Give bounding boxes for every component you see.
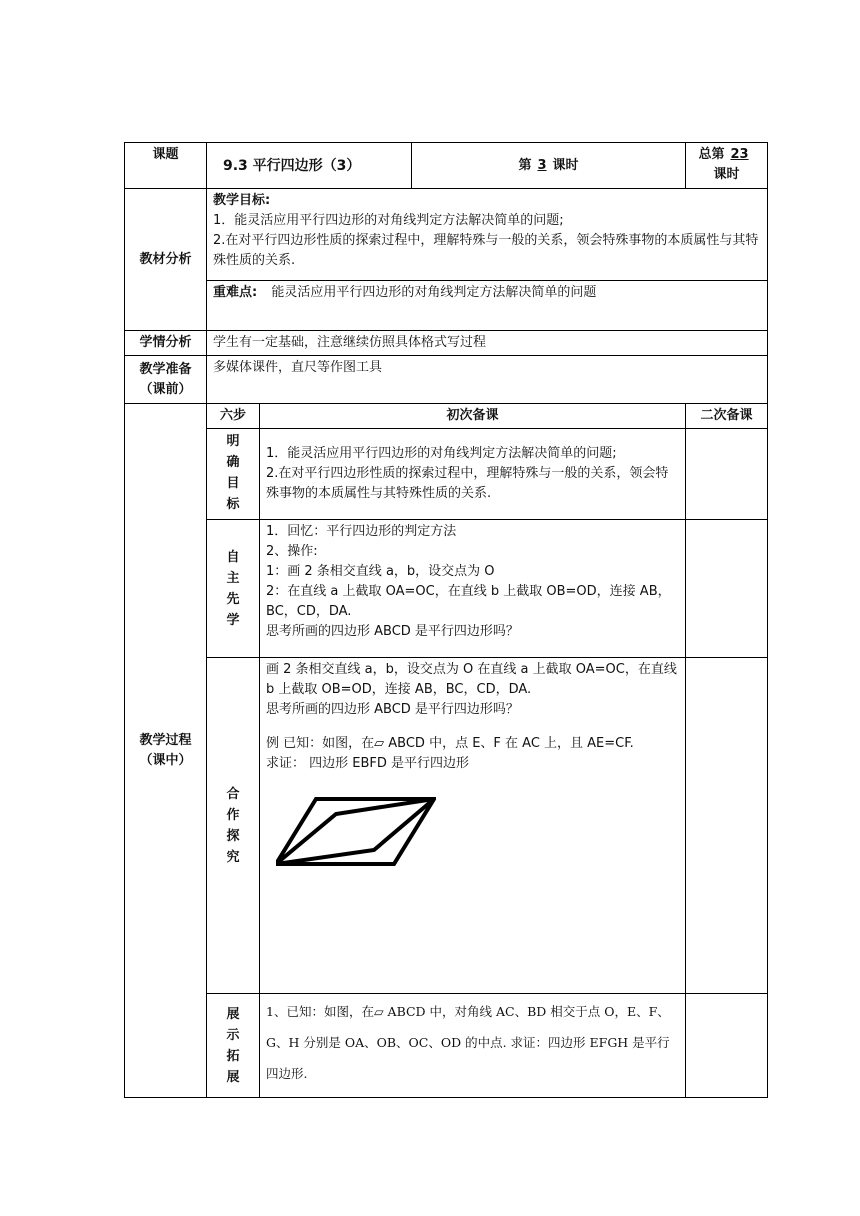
process-label [125, 404, 207, 1098]
analysis-key-row [125, 281, 768, 331]
step-char: 展 [226, 1069, 240, 1085]
second-prep-cell [686, 429, 768, 520]
prep-label-1: 教学准备 [139, 361, 192, 377]
step-content-extend: 1、已知：如图，在▱ ABCD 中，对角线 AC、BD 相交于点 O，E、F、G、H 分别是 OA、OB、OC、OD 的中点. 求证：四边形 EFGH 是平行四边形. [260, 994, 686, 1098]
key-label: 重难点: [213, 285, 258, 300]
second-prep-cell [686, 658, 768, 994]
step-line: 1．回忆：平行四边形的判定方法 [266, 524, 457, 539]
topic-label: 课题 [125, 143, 207, 189]
step-line: 2.在对平行四边形性质的探索过程中，理解特殊与一般的关系，领会特殊事物的本质属性与其特殊性质的关系. [266, 466, 669, 501]
header-row [125, 143, 768, 189]
step-char: 作 [226, 807, 240, 823]
process-header-row [125, 404, 768, 429]
step-line: 思考所画的四边形 ABCD 是平行四边形吗？ [266, 702, 519, 717]
key-text: 能灵活应用平行四边形的对角线判定方法解决简单的问题 [271, 285, 597, 300]
prove-line: 求证： 四边形 EBFD 是平行四边形 [266, 756, 470, 771]
step-char: 明 [226, 434, 240, 449]
analysis-goals [207, 189, 768, 281]
step-line: 1：画 2 条相交直线 a，b，设交点为 O [266, 564, 495, 579]
goals-title: 教学目标: [213, 193, 271, 208]
total-lesson [686, 143, 768, 189]
step-char: 确 [226, 455, 240, 470]
total-num: 23 [730, 147, 749, 162]
inner-path-lower [276, 799, 434, 864]
step-char: 拓 [226, 1048, 240, 1064]
lesson-prefix: 第 [518, 157, 532, 173]
step-name-selfstudy [207, 520, 260, 658]
analysis-label: 教材分析 [125, 189, 207, 331]
prep-row [125, 356, 768, 404]
process-label-2: （课中） [139, 752, 192, 768]
example-line: 例 已知：如图，在▱ ABCD 中，点 E、F 在 AC 上，且 AE=CF. [266, 736, 634, 751]
step-row-selfstudy [125, 520, 768, 658]
step-char: 示 [226, 1027, 240, 1043]
parallelogram-figure [276, 794, 436, 874]
step-content-selfstudy [260, 520, 686, 658]
step-char: 标 [226, 497, 240, 512]
lesson-suffix: 课时 [552, 157, 579, 173]
analysis-goals-row [125, 189, 768, 281]
step-row-extend [125, 994, 768, 1098]
lesson-number [412, 143, 686, 189]
step-line: 2、操作: [266, 544, 318, 559]
analysis-key [207, 281, 768, 331]
step-char: 展 [226, 1006, 240, 1022]
step-char: 合 [226, 786, 240, 802]
lesson-num: 3 [537, 157, 547, 173]
step-char: 自 [226, 549, 240, 565]
process-label-1: 教学过程 [139, 732, 192, 748]
learner-text: 学生有一定基础，注意继续仿照具体格式写过程 [207, 331, 768, 356]
step-line: 2：在直线 a 上截取 OA=OC，在直线 b 上截取 OB=OD，连接 AB，BC，CD，DA. [266, 584, 671, 619]
step-line: 1．能灵活应用平行四边形的对角线判定方法解决简单的问题; [266, 446, 617, 461]
col-steps: 六步 [207, 404, 260, 429]
step-content-cooperate [260, 658, 686, 994]
prep-label-2: （课前） [139, 381, 192, 397]
step-char: 探 [226, 828, 240, 844]
goal-line: 1．能灵活应用平行四边形的对角线判定方法解决简单的问题; [213, 213, 564, 228]
learner-row [125, 331, 768, 356]
step-char: 主 [226, 570, 240, 586]
step-char: 先 [226, 591, 240, 607]
second-prep-cell [686, 520, 768, 658]
topic-value: 9.3 平行四边形（3） [207, 143, 412, 189]
total-suffix: 课时 [713, 167, 740, 182]
step-char: 究 [226, 849, 240, 865]
step-line: 思考所画的四边形 ABCD 是平行四边形吗？ [266, 624, 519, 639]
learner-label: 学情分析 [125, 331, 207, 356]
col-second: 二次备课 [686, 404, 768, 429]
col-first: 初次备课 [260, 404, 686, 429]
step-line: 画 2 条相交直线 a，b，设交点为 O 在直线 a 上截取 OA=OC，在直线 b 上截取 OB=OD，连接 AB，BC，CD，DA. [266, 662, 677, 697]
lesson-plan-table [124, 142, 768, 1098]
total-prefix: 总第 [698, 147, 725, 162]
step-char: 目 [226, 476, 240, 491]
goal-line: 2.在对平行四边形性质的探索过程中，理解特殊与一般的关系，领会特殊事物的本质属性与其特殊性质的关系. [213, 233, 759, 268]
step-name-goals [207, 429, 260, 520]
second-prep-cell [686, 994, 768, 1098]
step-char: 学 [226, 612, 240, 628]
step-name-cooperate [207, 658, 260, 994]
step-name-extend [207, 994, 260, 1098]
step-row-goals [125, 429, 768, 520]
step-content-goals [260, 429, 686, 520]
prep-text: 多媒体课件，直尺等作图工具 [207, 356, 768, 404]
prep-label [125, 356, 207, 404]
step-row-cooperate [125, 658, 768, 994]
